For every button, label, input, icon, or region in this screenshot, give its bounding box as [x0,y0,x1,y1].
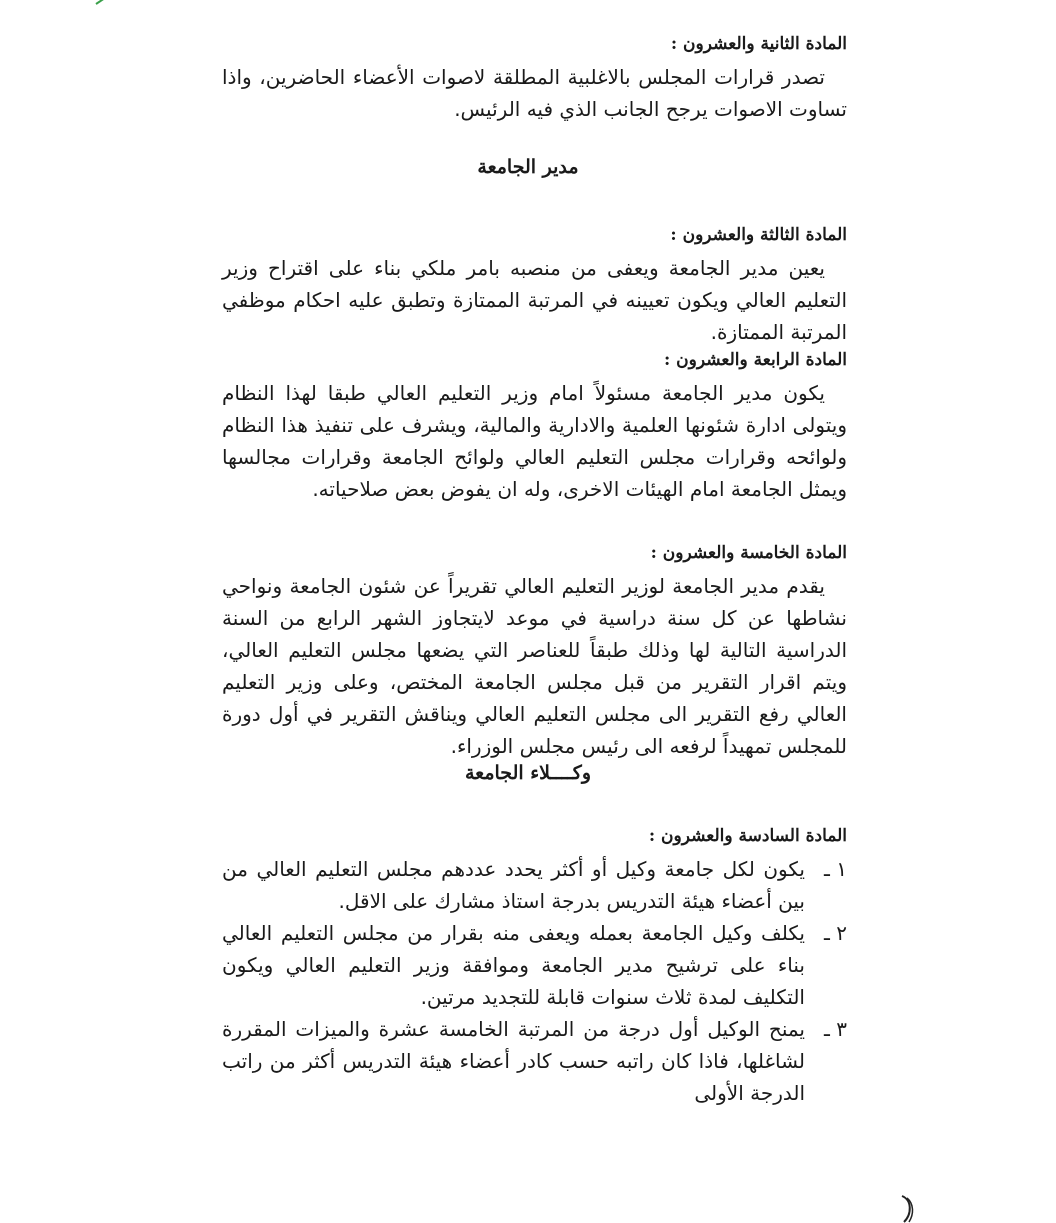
article-23 [222,223,847,348]
article-24-heading: المادة الرابعة والعشرون : [663,350,847,370]
article-26-list [222,853,847,1109]
page-corner-mark-icon [898,1194,916,1223]
section-title-vice-presidents: وكــــلاء الجامعة [464,762,592,784]
list-item [222,853,847,917]
list-item-text: يكون لكل جامعة وكيل أو أكثر يحدد عددهم مجلس التعليم العالي من بين أعضاء هيئة التدريس بدرجة استاذ مشارك على الاقل. [222,857,805,913]
article-26-heading: المادة السادسة والعشرون : [648,826,847,846]
article-26 [222,824,847,1109]
article-24 [222,348,847,505]
list-item-text: يكلف وكيل الجامعة بعمله ويعفى منه بقرار من مجلس التعليم العالي بناء على ترشيح مدير الجامعة وموافقة وزير التعليم العالي ويكون التكليف لمدة ثلاث سنوات قابلة للتجديد مرتين. [222,921,805,1009]
list-item [222,917,847,1013]
list-item-number: ٢ ـ [824,921,847,945]
list-item [222,1013,847,1109]
article-22 [222,32,847,125]
article-25-heading: المادة الخامسة والعشرون : [650,543,847,563]
article-24-text: يكون مدير الجامعة مسئولاً امام وزير التعليم العالي طبقا لهذا النظام ويتولى ادارة شئونها العلمية والادارية والمالية، ويشرف على تنفيذ هذا النظام ولوائحه وقرارات مجلس التعليم العالي ولوائح الجامعة وقرارات مجالسها ويمثل الجامعة امام الهيئات الاخرى، وله ان يفوض بعض صلاحياته. [222,381,847,501]
section-title-president: مدير الجامعة [477,156,579,178]
article-23-heading: المادة الثالثة والعشرون : [670,225,847,245]
article-23-text: يعين مدير الجامعة ويعفى من منصبه بامر ملكي بناء على اقتراح وزير التعليم العالي ويكون تعيينه في المرتبة الممتازة وتطبق عليه احكام موظفي المرتبة الممتازة. [222,256,847,344]
article-25-text: يقدم مدير الجامعة لوزير التعليم العالي تقريراً عن شئون الجامعة ونواحي نشاطها عن كل سنة دراسية في موعد لايتجاوز الشهر الرابع من السنة الدراسية التالية لها وذلك طبقاً للعناصر التي يضعها مجلس التعليم العالي، ويتم اقرار التقرير من قبل مجلس الجامعة المختص، وعلى وزير التعليم العالي رفع التقرير الى مجلس التعليم العالي ويناقش التقرير في أول دورة للمجلس تمهيداً لرفعه الى رئيس مجلس الوزراء. [222,574,847,758]
list-item-text: يمنح الوكيل أول درجة من المرتبة الخامسة عشرة والميزات المقررة لشاغلها، فاذا كان راتبه حسب كادر أعضاء هيئة التدريس أكثر من راتب الدرجة الأولى [222,1017,805,1105]
list-item-number: ٣ ـ [824,1017,847,1041]
article-25 [222,541,847,762]
corner-mark-icon [94,0,110,6]
list-item-number: ١ ـ [824,857,847,881]
article-22-heading: المادة الثانية والعشرون : [670,34,847,54]
article-22-text: تصدر قرارات المجلس بالاغلبية المطلقة لاصوات الأعضاء الحاضرين، واذا تساوت الاصوات يرجح الجانب الذي فيه الرئيس. [222,65,847,121]
